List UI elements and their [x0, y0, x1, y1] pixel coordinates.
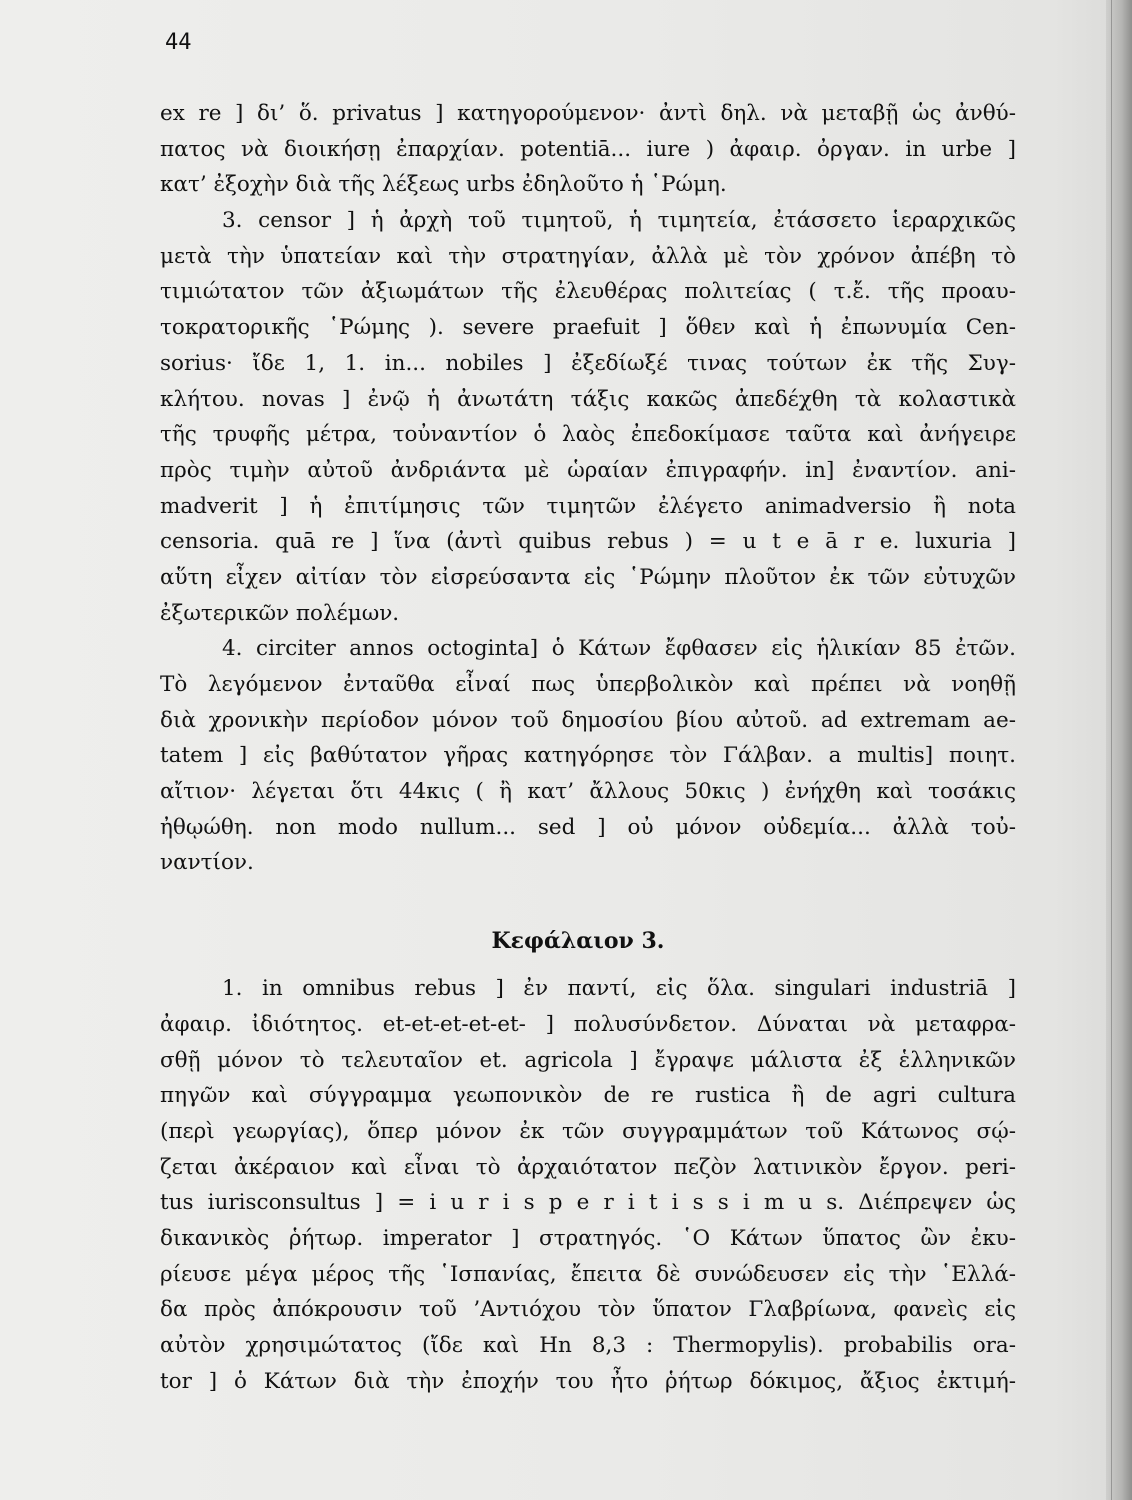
text-line: αὕτη εἶχεν αἰτίαν τὸν εἰσρεύσαντα εἰς ῾Ρώμην πλοῦτον ἐκ τῶν εὐτυχῶν — [160, 564, 1016, 590]
text-line: ναντίον. — [160, 850, 254, 876]
text-line: δα πρὸς ἀπόκρουσιν τοῦ ’Αντιόχου τὸν ὕπατον Γλαβρίωνα, φανεὶς εἰς — [160, 1297, 1016, 1323]
text-line: κατ’ ἐξοχὴν διὰ τῆς λέξεως urbs ἐδηλοῦτο ἡ ῾Ρώμη. — [160, 172, 727, 198]
text-line: ρίευσε μέγα μέρος τῆς ῾Ισπανίας, ἔπειτα δὲ συνώδευσεν εἰς τὴν ῾Ελλά- — [160, 1261, 1016, 1287]
text-line: πατος νὰ διοικήσῃ ἐπαρχίαν. potentiā... iure ) ἀφαιρ. ὀργαν. in urbe ] — [160, 136, 1016, 162]
page-number: 44 — [165, 30, 192, 55]
chapter-heading: Κεφάλαιον 3. — [491, 928, 665, 955]
text-line: 1. in omnibus rebus ] ἐν παντί, εἰς ὅλα. singulari industriā ] — [222, 976, 1016, 1002]
text-line: ex re ] δι’ ὅ. privatus ] κατηγορούμενον· ἀντὶ δηλ. νὰ μεταβῇ ὡς ἀνθύ- — [160, 101, 1016, 126]
text-line: πρὸς τιμὴν αὐτοῦ ἀνδριάντα μὲ ὡραίαν ἐπιγραφήν. in] ἐναντίον. ani- — [160, 457, 1016, 483]
text-line: tus iurisconsultus ] = i u r i s p e r i t i s s i m u s. Διέπρεψεν ὡς — [160, 1190, 1016, 1216]
text-line: τοκρατορικῆς ῾Ρώμης ). severe praefuit ] ὅθεν καὶ ἡ ἐπωνυμία Cen- — [160, 315, 1016, 341]
spacer — [160, 881, 1016, 911]
text-line: αὐτὸν χρησιμώτατος (ἴδε καὶ Hn 8,3 : Thermopylis). probabilis ora- — [160, 1333, 1016, 1358]
page-text-block — [160, 96, 1016, 1399]
text-line: τῆς τρυφῆς μέτρα, τοὐναντίον ὁ λαὸς ἐπεδοκίμασε ταῦτα καὶ ἀνήγειρε — [160, 422, 1016, 448]
text-line: tor ] ὁ Κάτων διὰ τὴν ἐποχήν του ἦτο ῥήτωρ δόκιμος, ἄξιος ἐκτιμή- — [160, 1368, 1016, 1394]
text-line: 3. censor ] ἡ ἀρχὴ τοῦ τιμητοῦ, ἡ τιμητεία, ἐτάσσετο ἱεραρχικῶς — [222, 208, 1016, 234]
text-line: ἠθῳώθη. non modo nullum... sed ] οὐ μόνον οὐδεμία... ἀλλὰ τοὐ- — [160, 814, 1016, 840]
page-binding-edge — [1106, 0, 1132, 1500]
text-line: ἐξωτερικῶν πολέμων. — [160, 600, 400, 626]
text-line: 4. circiter annos octoginta] ὁ Κάτων ἔφθασεν εἰς ἡλικίαν 85 ἐτῶν. — [222, 636, 1016, 662]
text-line: κλήτου. novas ] ἐνῷ ἡ ἀνωτάτη τάξις κακῶς ἀπεδέχθη τὰ κολαστικὰ — [160, 386, 1016, 412]
text-line: ἀφαιρ. ἰδιότητος. et-et-et-et-et- ] πολυσύνδετον. Δύναται νὰ μεταφρα- — [160, 1011, 1016, 1037]
text-line: διὰ χρονικὴν περίοδον μόνον τοῦ δημοσίου βίου αὐτοῦ. ad extremam ae- — [160, 707, 1016, 733]
text-line: σθῇ μόνον τὸ τελευταῖον et. agricola ] ἔγραψε μάλιστα ἐξ ἑλληνικῶν — [160, 1047, 1016, 1073]
text-line: (περὶ γεωργίας), ὅπερ μόνον ἐκ τῶν συγγραμμάτων τοῦ Κάτωνος σῴ- — [160, 1118, 1016, 1144]
text-line: sorius· ἴδε 1, 1. in... nobiles ] ἐξεδίωξέ τινας τούτων ἐκ τῆς Συγ- — [160, 350, 1016, 376]
text-line: τιμιώτατον τῶν ἀξιωμάτων τῆς ἐλευθέρας πολιτείας ( τ.ἔ. τῆς προαυ- — [160, 279, 1016, 305]
text-line: madverit ] ἡ ἐπιτίμησις τῶν τιμητῶν ἐλέγετο animadversio ἢ nota — [160, 493, 1016, 519]
text-line: tatem ] εἰς βαθύτατον γῆρας κατηγόρησε τὸν Γάλβαν. a multis] ποιητ. — [160, 743, 1016, 769]
text-line: censoria. quā re ] ἵνα (ἀντὶ quibus rebus ) = u t e ā r e. luxuria ] — [160, 529, 1016, 555]
text-line: δικανικὸς ῥήτωρ. imperator ] στρατηγός. ῾Ο Κάτων ὕπατος ὢν ἐκυ- — [160, 1225, 1016, 1251]
text-line: αἴτιον· λέγεται ὅτι 44κις ( ἢ κατ’ ἄλλους 50κις ) ἐνήχθη καὶ τοσάκις — [160, 779, 1016, 805]
text-line: ζεται ἀκέραιον καὶ εἶναι τὸ ἀρχαιότατον πεζὸν λατινικὸν ἔργον. peri- — [160, 1154, 1016, 1180]
text-line: Τὸ λεγόμενον ἐνταῦθα εἶναί πως ὑπερβολικὸν καὶ πρέπει νὰ νοηθῇ — [160, 672, 1016, 697]
text-line: μετὰ τὴν ὑπατείαν καὶ τὴν στρατηγίαν, ἀλλὰ μὲ τὸν χρόνον ἀπέβη τὸ — [160, 243, 1016, 269]
page-binding-crease — [1111, 0, 1112, 1500]
text-line: πηγῶν καὶ σύγγραμμα γεωπονικὸν de re rustica ἢ de agri cultura — [160, 1083, 1016, 1109]
